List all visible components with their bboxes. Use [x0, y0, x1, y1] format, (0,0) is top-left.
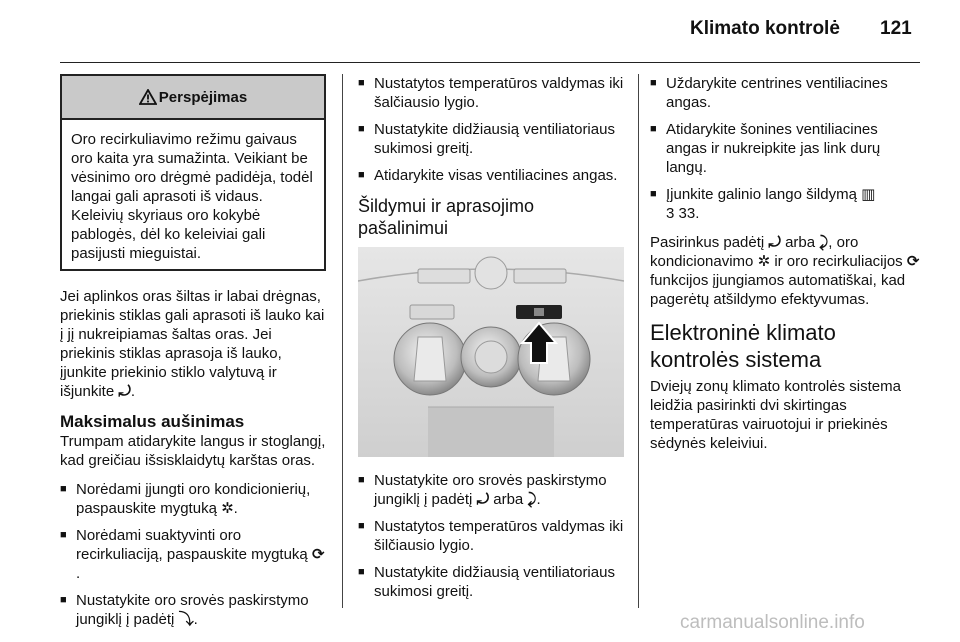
ac-icon: ✲ [757, 253, 771, 270]
list-item: ■ Nustatykite oro srovės paskirstymo jungiklį į padėtį ⤵. [60, 591, 326, 629]
column-divider-1 [342, 74, 343, 608]
rear-window-heating-icon: ▥ [861, 186, 876, 203]
heading-heating-defog: Šildymui ir aprasojimo pašalinimui [358, 196, 535, 238]
list-item: ■ Įjunkite galinio lango šildymą ▥ 3 33. [650, 185, 922, 223]
floor-defrost-icon: ⤾ [768, 234, 781, 251]
header-rule [60, 62, 920, 63]
paragraph-max-cooling-intro: Trumpam atidarykite langus ir stoglangį, kad greičiau išsisklaidytų karštas oras. [60, 433, 326, 469]
recirculation-icon: ⟳ [906, 253, 920, 270]
watermark: carmanualsonline.info [680, 612, 865, 633]
paragraph-dual-zone: Dviejų zonų klimato kontrolės sistema leidžia pasirinkti dvi skirtingas temperatūras vairuotojui ir priekinės sėdynės keleiviui. [650, 378, 901, 452]
recirculation-icon: ⟳ [311, 546, 325, 563]
list-item: ■ Nustatykite oro srovės paskirstymo jungiklį į padėtį ⤾ arba ⤸. [358, 471, 624, 509]
floor-vent-icon: ⤵ [178, 611, 194, 628]
list-item: ■ Nustatykite didžiausią ventiliatoriaus sukimosi greitį. [358, 563, 624, 601]
warning-box [60, 74, 326, 271]
page-header-title: Klimato kontrolė [690, 18, 840, 39]
list-item: ■ Atidarykite visas ventiliacines angas. [358, 166, 624, 185]
page-number: 121 [880, 18, 912, 39]
heading-electronic-climate: Elektroninė klimato kontrolės sistema [650, 320, 836, 372]
max-cooling-list [60, 480, 326, 629]
column-2 [358, 74, 624, 611]
warning-text: Oro recirkuliavimo režimu gaivaus oro kaita yra sumažinta. Veikiant be vėsinimo oro drėgmė padidėja, todėl langai gali aprasoti iš vidaus. Keleivių skyriaus oro kokybė pablogės, dėl ko keleiviai gali pasijusti mieguistai. [71, 131, 313, 262]
heating-list [358, 471, 624, 601]
heading-max-cooling: Maksimalus aušinimas [60, 412, 245, 431]
warning-title: Perspėjimas [158, 88, 248, 106]
list-item: ■ Norėdami suaktyvinti oro recirkuliaciją, paspauskite mygtuką ⟳. [60, 526, 326, 583]
defrost-icon: ⤾ [118, 383, 131, 400]
ac-icon: ✲ [221, 500, 234, 517]
climate-control-panel-image [358, 247, 624, 457]
list-item: ■ Norėdami įjungti oro kondicionierių, paspauskite mygtuką ✲. [60, 480, 326, 518]
paragraph-auto-functions: Pasirinkus padėtį ⤾ arba ⤸, oro kondicionavimo ✲ ir oro recirkuliacijos ⟳ funkcijos įjungiamos automatiškai, kad pagerėtų atšildymo efektyvumas. [650, 234, 920, 308]
warning-header [62, 76, 324, 120]
column-divider-2 [638, 74, 639, 608]
list-item: ■ Atidarykite šonines ventiliacines angas ir nukreipkite jas link durų langų. [650, 120, 922, 177]
list-item: ■ Nustatytos temperatūros valdymas iki šilčiausio lygio. [358, 517, 624, 555]
list-item: ■ Nustatytos temperatūros valdymas iki šalčiausio lygio. [358, 74, 624, 112]
column-1 [60, 74, 326, 639]
max-cooling-list-cont [358, 74, 624, 185]
paragraph-humid: Jei aplinkos oras šiltas ir labai drėgnas, priekinis stiklas gali aprasoti iš lauko kai į jį nukreipiamas šaltas oras. Jei priekinis stiklas aprasoja iš lauko, įjunkite priekinio stiklo valytuvą ir išjunkite ⤾. [60, 288, 325, 400]
heating-list-cont [650, 74, 922, 223]
floor-defrost-icon: ⤾ [476, 491, 490, 508]
page-reference: 3 33. [666, 205, 700, 222]
windscreen-icon: ⤸ [819, 234, 829, 251]
windscreen-icon: ⤸ [527, 491, 537, 508]
list-item: ■ Nustatykite didžiausią ventiliatoriaus sukimosi greitį. [358, 120, 624, 158]
list-item: ■ Uždarykite centrines ventiliacines angas. [650, 74, 922, 112]
warning-triangle-icon [139, 89, 157, 105]
column-3 [650, 74, 922, 463]
